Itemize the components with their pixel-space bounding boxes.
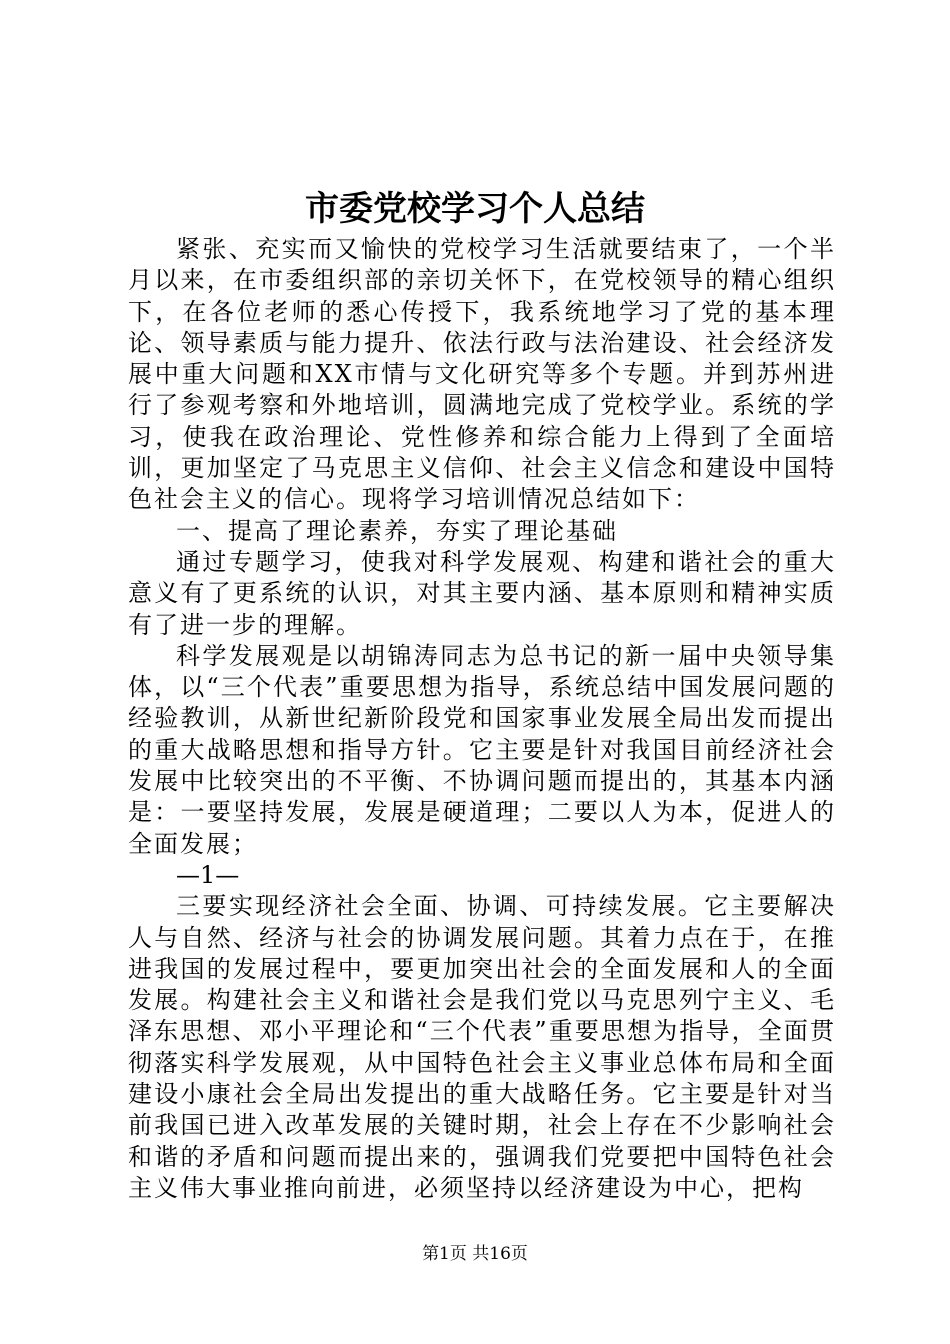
paragraph-scientific-development: 科学发展观是以胡锦涛同志为总书记的新一届中央领导集体，以“三个代表”重要思想为指导，系统总结中国发展问题的经验教训，从新世纪新阶段党和国家事业发展全局出发而提出的重大战略思想和指导方针。它主要是针对我国目前经济社会发展中比较突出的不平衡、不协调问题而提出的，其基本内涵是：一要坚持发展，发展是硬道理；二要以人为本，促进人的全面发展；: [128, 641, 836, 858]
document-title: 市委党校学习个人总结: [305, 189, 645, 229]
inline-page-number: —1—: [176, 860, 240, 889]
paragraph-intro: 紧张、充实而又愉快的党校学习生活就要结束了，一个半月以来，在市委组织部的亲切关怀下，在党校领导的精心组织下，在各位老师的悉心传授下，我系统地学习了党的基本理论、领导素质与能力提升、依法行政与法治建设、社会经济发展中重大问题和XX市情与文化研究等多个专题。并到苏州进行了参观考察和外地培训，圆满地完成了党校学业。系统的学习，使我在政治理论、党性修养和综合能力上得到了全面培训，更加坚定了马克思主义信仰、社会主义信念和建设中国特色社会主义的信心。现将学习培训情况总结如下：: [128, 235, 836, 514]
page-indicator: 第1页 共16页: [422, 1244, 528, 1264]
document-body: [128, 234, 836, 1204]
paragraph-study: 通过专题学习，使我对科学发展观、构建和谐社会的重大意义有了更系统的认识，对其主要内涵、基本原则和精神实质有了进一步的理解。: [128, 547, 836, 639]
section-heading-1: 一、提高了理论素养，夯实了理论基础: [176, 516, 618, 545]
paragraph-harmonious-society: 三要实现经济社会全面、协调、可持续发展。它主要解决人与自然、经济与社会的协调发展问题。其着力点在于，在推进我国的发展过程中，要更加突出社会的全面发展和人的全面发展。构建社会主义和谐社会是我们党以马克思列宁主义、毛泽东思想、邓小平理论和“三个代表”重要思想为指导，全面贯彻落实科学发展观，从中国特色社会主义事业总体布局和全面建设小康社会全局出发提出的重大战略任务。它主要是针对当前我国已进入改革发展的关键时期，社会上存在不少影响社会和谐的矛盾和问题而提出来的，强调我们党要把中国特色社会主义伟大事业推向前进，必须坚持以经济建设为中心，把构: [128, 892, 836, 1202]
